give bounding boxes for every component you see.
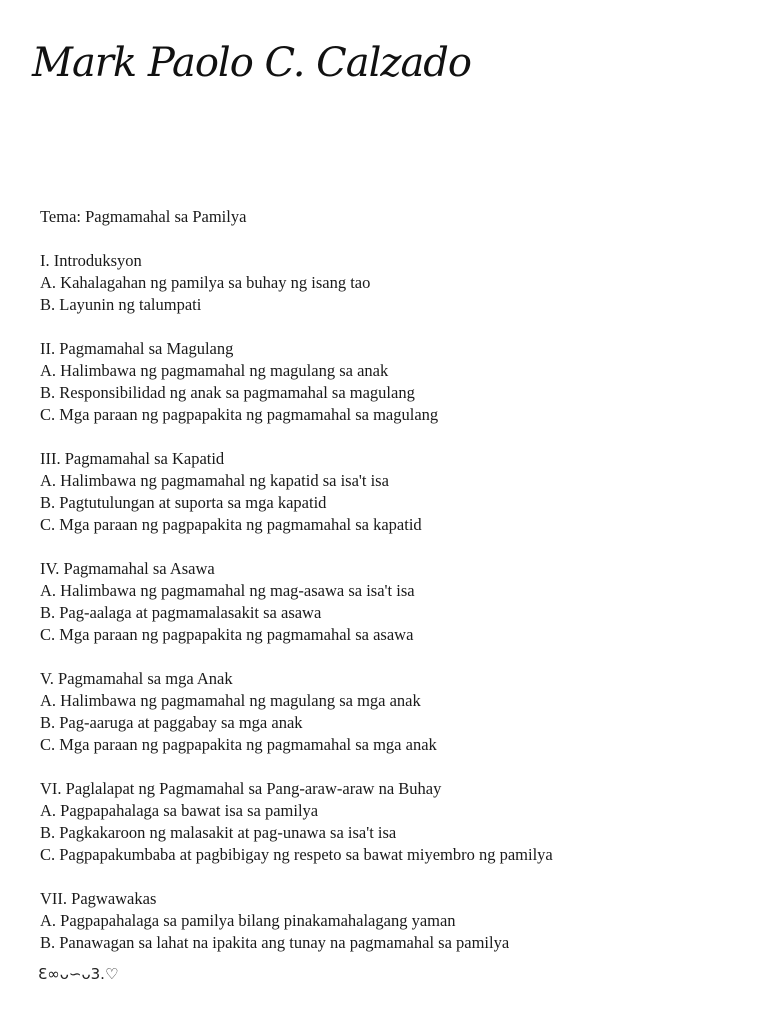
section-item: A. Halimbawa ng pagmamahal ng kapatid sa isa't isa [40, 471, 389, 490]
outline-section [40, 448, 740, 536]
outline-section [40, 338, 740, 426]
closing-doodle: Ɛ∞ᴗ∽ᴗ3.♡ [38, 965, 119, 983]
section-item: C. Mga paraan ng pagpapakita ng pagmamahal sa asawa [40, 625, 414, 644]
section-item: A. Kahalagahan ng pamilya sa buhay ng isang tao [40, 273, 371, 292]
section-item: B. Pag-aaruga at paggabay sa mga anak [40, 713, 303, 732]
outline-section [40, 778, 740, 866]
section-item: B. Responsibilidad ng anak sa pagmamahal sa magulang [40, 383, 415, 402]
section-item: A. Pagpapahalaga sa bawat isa sa pamilya [40, 801, 319, 820]
section-heading: VII. Pagwawakas [40, 889, 157, 908]
section-item: B. Pagkakaroon ng malasakit at pag-unawa sa isa't isa [40, 823, 397, 842]
outline-sections [40, 250, 740, 954]
section-heading: IV. Pagmamahal sa Asawa [40, 559, 215, 578]
section-item: C. Mga paraan ng pagpapakita ng pagmamahal sa magulang [40, 405, 439, 424]
section-item: B. Pag-aalaga at pagmamalasakit sa asawa [40, 603, 322, 622]
section-item: A. Pagpapahalaga sa pamilya bilang pinakamahalagang yaman [40, 911, 456, 930]
section-item: C. Pagpapakumbaba at pagbibigay ng respeto sa bawat miyembro ng pamilya [40, 845, 553, 864]
section-heading: I. Introduksyon [40, 251, 142, 270]
outline-section [40, 558, 740, 646]
section-heading: II. Pagmamahal sa Magulang [40, 339, 234, 358]
section-item: A. Halimbawa ng pagmamahal ng magulang sa anak [40, 361, 389, 380]
section-heading: III. Pagmamahal sa Kapatid [40, 449, 225, 468]
outline-section [40, 668, 740, 756]
section-item: C. Mga paraan ng pagpapakita ng pagmamahal sa mga anak [40, 735, 437, 754]
outline-section [40, 888, 740, 954]
outline-section [40, 250, 740, 316]
section-item: B. Layunin ng talumpati [40, 295, 202, 314]
section-item: A. Halimbawa ng pagmamahal ng mag-asawa sa isa't isa [40, 581, 415, 600]
section-item: B. Panawagan sa lahat na ipakita ang tunay na pagmamahal sa pamilya [40, 933, 510, 952]
author-signature: Mark Paolo C. Calzado [32, 40, 471, 86]
section-heading: VI. Paglalapat ng Pagmamahal sa Pang-araw-araw na Buhay [40, 779, 442, 798]
topic-line: Tema: Pagmamahal sa Pamilya [40, 207, 247, 226]
section-item: B. Pagtutulungan at suporta sa mga kapatid [40, 493, 327, 512]
section-item: C. Mga paraan ng pagpapakita ng pagmamahal sa kapatid [40, 515, 422, 534]
section-item: A. Halimbawa ng pagmamahal ng magulang sa mga anak [40, 691, 421, 710]
outline-body [40, 206, 740, 976]
section-heading: V. Pagmamahal sa mga Anak [40, 669, 233, 688]
